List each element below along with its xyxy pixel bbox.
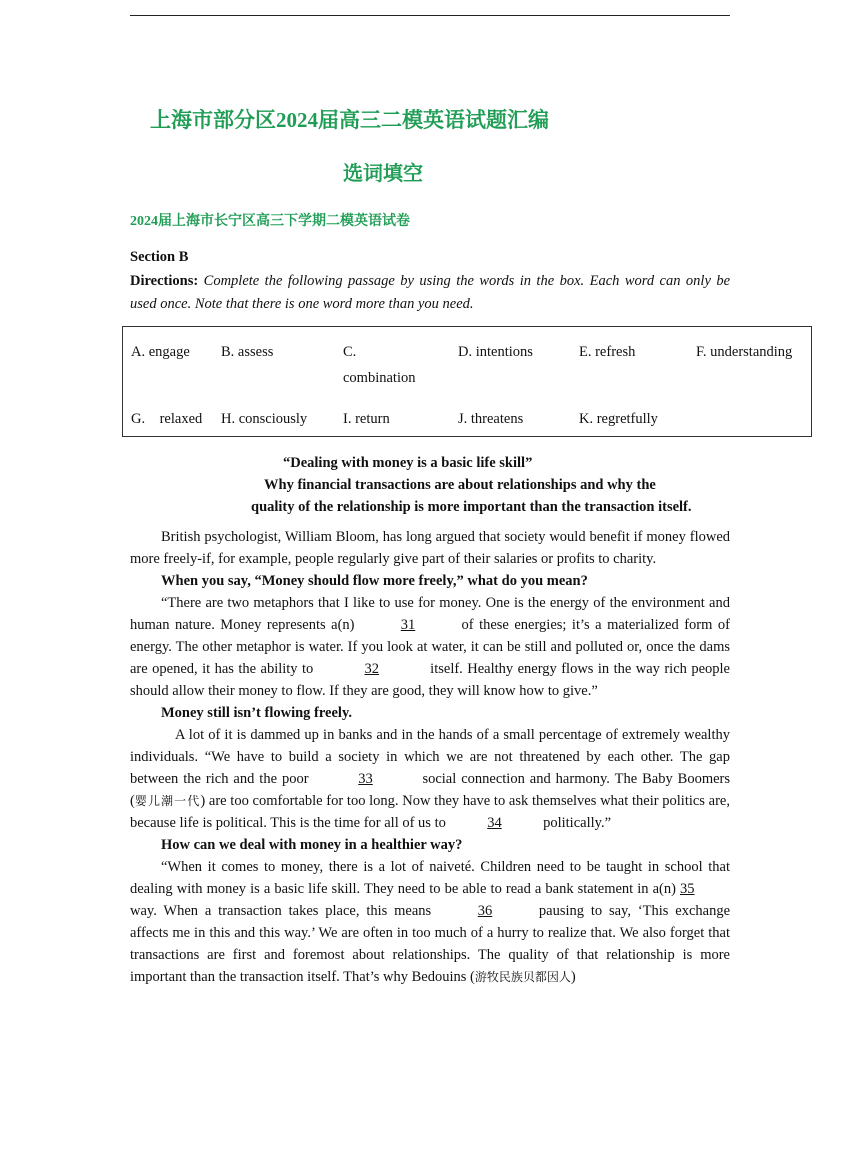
- baby-boomers-chinese: 婴儿潮一代: [134, 794, 201, 808]
- passage-title-line-1: “Dealing with money is a basic life skill”: [283, 455, 533, 471]
- blank-35[interactable]: 35: [680, 881, 695, 897]
- section-label: Section B: [130, 249, 189, 265]
- document-main-title: 上海市部分区2024届高三二模英语试题汇编: [150, 108, 549, 132]
- bedouins-chinese: 游牧民族贝都因人: [474, 970, 571, 984]
- directions-label: Directions:: [130, 273, 199, 289]
- word-option-j: J. threatens: [458, 411, 524, 427]
- top-rule: [130, 15, 730, 16]
- blank-31[interactable]: 31: [400, 617, 416, 633]
- blank-36[interactable]: 36: [477, 903, 493, 919]
- passage-body: [130, 526, 730, 988]
- word-option-f: F. understanding: [696, 344, 793, 360]
- question-1: When you say, “Money should flow more freely,” what do you mean?: [161, 573, 588, 589]
- blank-34[interactable]: 34: [487, 815, 502, 831]
- paragraph-4: “When it comes to money, there is a lot of naiveté. Children need to be taught in school that dealing with money is a basic life skill. They need to be able to read a bank statement in a(n) 35 way. When a transaction takes place, this means 36 pausing to say, ‘This exchange affects me in this and this way.’ We are often in too much of a hurry to realize that. We also forget that transactions are first and foremost about relationships. The quality of that relationship is more important than the transaction itself. That’s why Bedouins (游牧民族贝都因人): [130, 859, 731, 985]
- word-option-i: I. return: [343, 411, 390, 427]
- directions-text: Complete the following passage by using the words in the box. Each word can only be used once. Note that there is one word more than you need.: [130, 273, 731, 312]
- passage-title-line-2: Why financial transactions are about relationships and why the: [264, 477, 656, 493]
- word-option-g: G. relaxed: [131, 411, 203, 427]
- blank-32[interactable]: 32: [364, 661, 379, 677]
- word-option-c-letter: C.: [343, 344, 357, 360]
- word-option-e: E. refresh: [579, 344, 636, 360]
- passage-title-line-3: quality of the relationship is more important than the transaction itself.: [251, 499, 692, 515]
- paragraph-3: A lot of it is dammed up in banks and in the hands of a small percentage of extremely wealthy individuals. “We have to build a society in which we are not threatened by each other. The gap between the rich and the poor 33 social connection and harmony. The Baby Boomers (婴儿潮一代) are too comfortable for too long. Now they have to ask themselves what their politics are, because life is political. This is the time for all of us to 34 politically.”: [130, 724, 730, 834]
- question-2: Money still isn’t flowing freely.: [161, 705, 353, 721]
- word-option-k: K. regretfully: [579, 411, 658, 427]
- directions: [130, 270, 730, 316]
- document-sub-title: 选词填空: [343, 163, 423, 185]
- word-option-d: D. intentions: [458, 344, 533, 360]
- word-option-a: A. engage: [131, 344, 190, 360]
- word-option-h: H. consciously: [221, 411, 308, 427]
- paragraph-1: British psychologist, William Bloom, has long argued that society would benefit if money flowed more freely-if, for example, people regularly give part of their salaries or profits to charity.: [130, 529, 730, 567]
- paper-title: 2024届上海市长宁区高三下学期二模英语试卷: [130, 214, 410, 229]
- word-option-c-word: combination: [343, 370, 416, 386]
- question-3: How can we deal with money in a healthier way?: [161, 837, 463, 853]
- blank-33[interactable]: 33: [358, 771, 373, 787]
- paragraph-2: “There are two metaphors that I like to use for money. One is the energy of the environment and human nature. Money represents a(n) 31 of these energies; it’s a materialized form of energy. The other metaphor is water. If you look at water, it can be still and polluted or, once the dams are opened, it has the ability to 32 itself. Healthy energy flows in the way rich people should allow their money to flow. If they are good, they will know how to give.”: [130, 595, 730, 699]
- word-option-b: B. assess: [221, 344, 274, 360]
- word-box: [122, 326, 812, 437]
